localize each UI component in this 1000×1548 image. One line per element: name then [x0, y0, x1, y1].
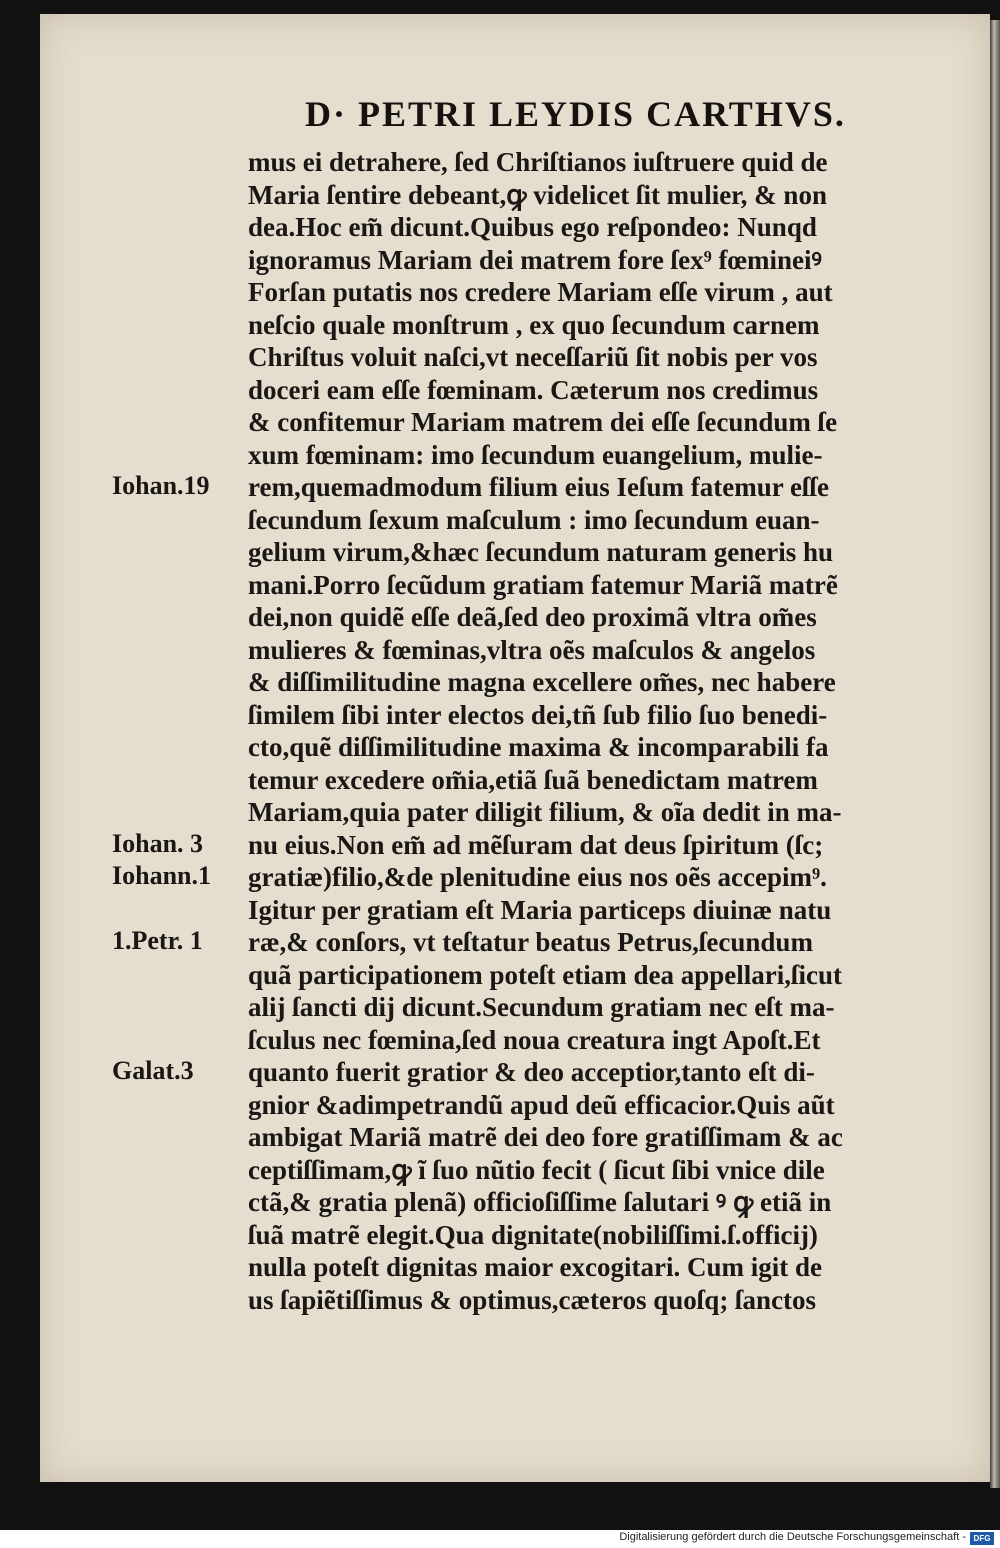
text-line: mani.Porro ſecũdum gratiam fatemur Mariã matrẽ: [248, 569, 838, 600]
text-line: ambigat Mariã matrẽ dei deo fore gratiſſimam & ac: [248, 1122, 843, 1152]
text-line: rem,quemadmodum filium eius Ieſum fatemur eſſe: [248, 472, 829, 502]
text-line: mus ei detrahere, ſed Chriſtianos iuſtruere quid de: [248, 147, 828, 177]
page-edge: [990, 20, 1000, 1488]
margin-note: Iohann.1: [112, 861, 211, 890]
running-head: D· PETRI LEYDIS CARTHVS.: [305, 94, 846, 134]
text-line: mulieres & fœminas,vltra oẽs maſculos & angelos: [248, 634, 816, 665]
text-line: ſculus nec fœmina,ſed noua creatura ingt Apoſt.Et: [248, 1024, 821, 1055]
margin-note: Iohan.19: [112, 471, 210, 500]
text-line: Igitur per gratiam eſt Maria particeps diuinæ natu: [248, 894, 832, 925]
body-text: [248, 146, 958, 1316]
margin-note: Iohan. 3: [112, 828, 204, 858]
text-line: neſcio quale monſtrum , ex quo ſecundum carnem: [248, 309, 820, 340]
text-line: temur excedere om̃ia,etiã ſuã benedictam matrem: [248, 764, 818, 795]
text-line: gnior &adimpetrandũ apud deũ efficacior.Quis aũt: [248, 1089, 835, 1120]
margin-note: 1.Petr. 1: [112, 926, 203, 955]
text-line: Mariam,quia pater diligit filium, & oĩa dedit in ma-: [248, 797, 842, 827]
text-line: alij ſancti dij dicunt.Secundum gratiam nec eſt ma-: [248, 992, 835, 1022]
footer: [0, 1530, 1000, 1548]
text-line: dei,non quidẽ eſſe deã,ſed deo proximã vltra om̃es: [248, 602, 817, 632]
text-line: ctã,& gratia plenã) officioſiſſime ſalutari ꝰ ꝙ etiã in: [248, 1187, 832, 1217]
text-line: cto,quẽ diſſimilitudine maxima & incomparabili fa: [248, 732, 829, 762]
text-line: dea.Hoc em̃ dicunt.Quibus ego reſpondeo: Nunqd: [248, 212, 817, 242]
text-line: doceri eam eſſe fœminam. Cæterum nos credimus: [248, 374, 819, 405]
text-line: & diſſimilitudine magna excellere om̃es, nec habere: [248, 667, 836, 697]
text-line: ignoramus Mariam dei matrem fore ſex⁹ fœmineiꝰ: [248, 244, 822, 275]
text-line: gelium virum,&hæc ſecundum naturam generis hu: [248, 537, 834, 567]
text-line: ſecundum ſexum maſculum : imo ſecundum euan-: [248, 504, 820, 535]
text-line: nu eius.Non em̃ ad mẽſuram dat deus ſpiritum (ſc;: [248, 829, 824, 860]
text-line: xum fœminam: imo ſecundum euangelium, mulie-: [248, 439, 823, 470]
text-line: quã participationem poteſt etiam dea appellari,ſicut: [248, 959, 842, 990]
text-line: Forſan putatis nos credere Mariam eſſe virum , aut: [248, 277, 833, 307]
footer-credit: Digitalisierung gefördert durch die Deutsche Forschungsgemeinschaft -: [619, 1531, 966, 1543]
text-line: us ſapiẽtiſſimus & optimus,cæteros quoſq; ſanctos: [248, 1284, 817, 1315]
margin-note: Galat.3: [112, 1056, 194, 1085]
text-line: quanto fuerit gratior & deo acceptior,tanto eſt di-: [248, 1057, 815, 1087]
text-line: ſuã matrẽ elegit.Qua dignitate(nobiliſſimi.ſ.officij): [248, 1219, 818, 1250]
text-line: ceptiſſimam,ꝙ ĩ ſuo nũtio fecit ( ſicut ſibi vnice dile: [248, 1154, 825, 1185]
text-line: Chriſtus voluit naſci,vt neceſſariũ ſit nobis per vos: [248, 342, 818, 372]
text-line: & confitemur Mariam matrem dei eſſe ſecundum ſe: [248, 407, 838, 437]
text-line: Maria ſentire debeant,ꝙ videlicet ſit mulier, & non: [248, 179, 827, 210]
text-line: ræ,& conſors, vt teſtatur beatus Petrus,ſecundum: [248, 927, 813, 957]
dfg-logo: DFG: [970, 1532, 994, 1545]
text-line: gratiæ)filio,&de plenitudine eius nos oẽs accepim⁹.: [248, 862, 827, 892]
text-line: ſimilem ſibi inter electos dei,tñ ſub filio ſuo benedi-: [248, 699, 828, 730]
text-line: nulla poteſt dignitas maior excogitari. Cum igit de: [248, 1252, 822, 1282]
